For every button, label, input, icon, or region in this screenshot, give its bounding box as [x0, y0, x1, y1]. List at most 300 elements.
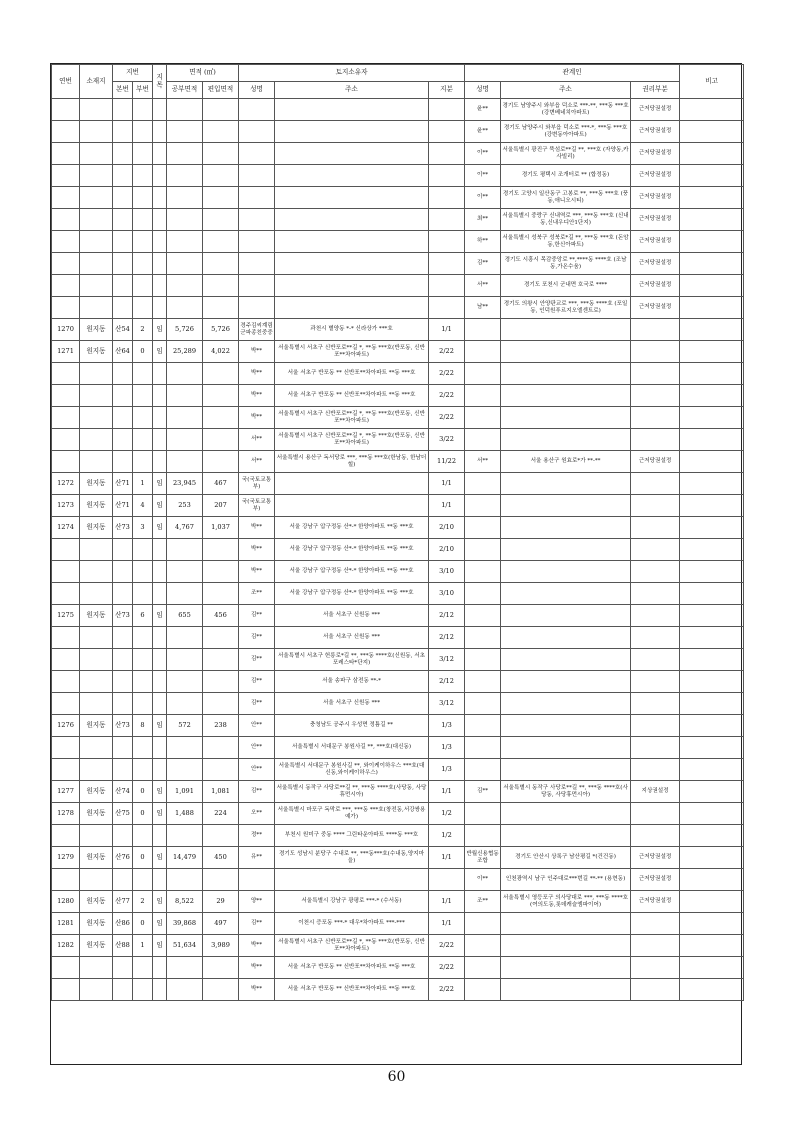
row-relation-address [501, 957, 631, 979]
row-bonbun [113, 627, 133, 649]
row-no [52, 363, 80, 385]
row-owner-name: 박** [239, 341, 275, 363]
header-area-use: 편입면적 [203, 82, 239, 99]
row-relation-address: 경기도 안산시 상록구 남산평길 *(건건동) [501, 847, 631, 869]
row-owner-name: 김** [239, 649, 275, 671]
row-owner-name: 박** [239, 979, 275, 1001]
row-bubun [133, 825, 153, 847]
table-row [52, 341, 744, 363]
row-area-use [203, 253, 239, 275]
row-relation-right [631, 605, 680, 627]
row-area-use [203, 209, 239, 231]
table-row [52, 275, 744, 297]
row-relation-address [501, 319, 631, 341]
row-jimok [153, 693, 167, 715]
row-location [80, 297, 113, 319]
row-relation-address [501, 649, 631, 671]
row-relation-address: 경기도 남양주시 와부읍 덕소로 ***-**, ***동 ***호 (강변베네치아파트) [501, 99, 631, 121]
row-bonbun [113, 165, 133, 187]
row-owner-name [239, 297, 275, 319]
row-share [429, 165, 465, 187]
row-note [680, 385, 744, 407]
row-relation-right: 지상권설정 [631, 781, 680, 803]
row-owner-name: 김** [239, 671, 275, 693]
table-row [52, 935, 744, 957]
header-owner-name: 성명 [239, 82, 275, 99]
row-area-public [167, 385, 203, 407]
row-share: 2/22 [429, 957, 465, 979]
row-bubun [133, 253, 153, 275]
row-bubun: 6 [133, 605, 153, 627]
row-owner-address: 서울특별시 서초구 신반포로**길 *, **동 ***호(반포동, 신반포**차아파트) [275, 407, 429, 429]
row-bubun [133, 671, 153, 693]
row-jimok [153, 143, 167, 165]
row-relation-right [631, 935, 680, 957]
row-jimok [153, 407, 167, 429]
row-note [680, 209, 744, 231]
row-owner-address: 서울 강남구 압구정동 산*-* 한양아파트 **동 ***호 [275, 517, 429, 539]
row-area-public: 25,289 [167, 341, 203, 363]
table-row [52, 253, 744, 275]
row-location: 원지동 [80, 913, 113, 935]
row-area-use: 4,022 [203, 341, 239, 363]
row-relation-name [465, 671, 501, 693]
row-location [80, 979, 113, 1001]
row-bubun [133, 737, 153, 759]
row-relation-name [465, 737, 501, 759]
row-share: 1/3 [429, 737, 465, 759]
row-location [80, 627, 113, 649]
row-owner-address: 서울특별시 동작구 사당로**길 **, ***동 ****호(사당동, 사당휴먼시아) [275, 781, 429, 803]
row-note [680, 825, 744, 847]
row-note [680, 495, 744, 517]
row-bonbun: 산73 [113, 715, 133, 737]
row-jimok [153, 451, 167, 473]
row-owner-name: 박** [239, 561, 275, 583]
row-note [680, 561, 744, 583]
row-relation-name [465, 759, 501, 781]
land-register-table-frame [50, 63, 742, 1065]
row-owner-name: 국(국토교통부) [239, 495, 275, 517]
table-row [52, 187, 744, 209]
row-area-public [167, 253, 203, 275]
row-bonbun: 산54 [113, 319, 133, 341]
row-owner-address: 서울특별시 서대문구 봉원사길 **, ***호(대신동) [275, 737, 429, 759]
row-no: 1276 [52, 715, 80, 737]
row-share [429, 275, 465, 297]
row-location: 원지동 [80, 605, 113, 627]
row-share [429, 297, 465, 319]
row-area-use [203, 297, 239, 319]
row-location [80, 737, 113, 759]
row-location [80, 539, 113, 561]
row-relation-address [501, 341, 631, 363]
row-bonbun [113, 253, 133, 275]
row-relation-name: 조** [465, 891, 501, 913]
row-owner-name: 유** [239, 847, 275, 869]
row-note [680, 715, 744, 737]
row-owner-address: 서울 서초구 반포동 ** 신반포**차아파트 **동 ***호 [275, 979, 429, 1001]
row-relation-name [465, 693, 501, 715]
row-jimok [153, 121, 167, 143]
row-relation-right [631, 737, 680, 759]
row-share: 1/1 [429, 891, 465, 913]
row-owner-address [275, 869, 429, 891]
row-area-public [167, 187, 203, 209]
row-area-public: 14,479 [167, 847, 203, 869]
row-area-use [203, 363, 239, 385]
row-no [52, 407, 80, 429]
row-owner-address: 과천시 별양동 *-* 신라상가 ***호 [275, 319, 429, 341]
row-jimok: 임 [153, 605, 167, 627]
row-relation-name: 반월신용협동조합 [465, 847, 501, 869]
row-note [680, 275, 744, 297]
row-jimok: 임 [153, 913, 167, 935]
row-relation-address: 경기도 평택시 조개터로 ** (합정동) [501, 165, 631, 187]
row-location: 원지동 [80, 781, 113, 803]
row-bonbun: 산86 [113, 913, 133, 935]
row-owner-address: 서울특별시 서초구 신반포로**길 *, **동 ***호(반포동, 신반포**차아파트) [275, 341, 429, 363]
row-owner-address: 서울 서초구 반포동 ** 신반포**차아파트 **동 ***호 [275, 385, 429, 407]
table-row [52, 451, 744, 473]
row-bonbun [113, 363, 133, 385]
row-relation-name [465, 341, 501, 363]
row-area-public: 253 [167, 495, 203, 517]
row-location: 원지동 [80, 319, 113, 341]
table-row [52, 737, 744, 759]
header-location: 소재지 [80, 65, 113, 99]
row-relation-right: 근저당권설정 [631, 869, 680, 891]
row-bonbun [113, 385, 133, 407]
row-owner-address [275, 253, 429, 275]
table-header [52, 65, 744, 99]
row-relation-right [631, 495, 680, 517]
row-area-public [167, 363, 203, 385]
row-no [52, 297, 80, 319]
row-area-use [203, 561, 239, 583]
row-share: 1/2 [429, 803, 465, 825]
row-bubun [133, 693, 153, 715]
row-owner-address: 이천시 증포동 ***-* 대우*차아파트 ***-*** [275, 913, 429, 935]
row-bonbun [113, 121, 133, 143]
row-bubun [133, 957, 153, 979]
table-row [52, 803, 744, 825]
row-bubun: 2 [133, 319, 153, 341]
row-jimok [153, 825, 167, 847]
row-relation-address [501, 627, 631, 649]
table-row [52, 891, 744, 913]
row-jimok [153, 627, 167, 649]
row-relation-right [631, 319, 680, 341]
row-relation-address: 서울특별시 중랑구 신내역로 ***, ***동 ***호 (신내동,신내우디안1단지) [501, 209, 631, 231]
row-owner-address [275, 187, 429, 209]
row-area-public [167, 121, 203, 143]
row-note [680, 121, 744, 143]
row-owner-name: 김** [239, 605, 275, 627]
row-relation-right: 근저당권설정 [631, 187, 680, 209]
header-area-public: 공부면적 [167, 82, 203, 99]
row-owner-name: 안** [239, 737, 275, 759]
row-area-public: 4,767 [167, 517, 203, 539]
row-note [680, 671, 744, 693]
table-row [52, 979, 744, 1001]
row-note [680, 737, 744, 759]
row-bonbun: 산74 [113, 781, 133, 803]
row-bonbun: 산71 [113, 495, 133, 517]
row-jimok [153, 165, 167, 187]
row-relation-right: 근저당권설정 [631, 275, 680, 297]
row-share: 2/10 [429, 517, 465, 539]
row-jimok [153, 275, 167, 297]
row-area-public [167, 539, 203, 561]
table-row [52, 121, 744, 143]
row-area-use [203, 583, 239, 605]
row-owner-name: 서** [239, 429, 275, 451]
row-jimok [153, 561, 167, 583]
row-area-public: 39,868 [167, 913, 203, 935]
row-location [80, 209, 113, 231]
row-bubun [133, 121, 153, 143]
row-relation-name [465, 495, 501, 517]
row-share: 1/1 [429, 319, 465, 341]
row-note [680, 869, 744, 891]
row-owner-address: 서울특별시 강남구 광평로 ***-* (수서동) [275, 891, 429, 913]
row-area-public [167, 693, 203, 715]
row-jimok [153, 429, 167, 451]
row-area-public [167, 297, 203, 319]
row-relation-name [465, 627, 501, 649]
row-share: 1/1 [429, 495, 465, 517]
row-note [680, 935, 744, 957]
row-relation-name: 남** [465, 297, 501, 319]
row-bubun [133, 539, 153, 561]
table-row [52, 671, 744, 693]
table-row [52, 407, 744, 429]
row-owner-address [275, 297, 429, 319]
row-bubun [133, 649, 153, 671]
row-area-public: 23,945 [167, 473, 203, 495]
row-relation-address [501, 693, 631, 715]
table-row [52, 869, 744, 891]
row-bubun: 8 [133, 715, 153, 737]
row-location [80, 869, 113, 891]
row-no: 1271 [52, 341, 80, 363]
table-row [52, 319, 744, 341]
row-owner-name: 정** [239, 825, 275, 847]
row-share: 1/1 [429, 913, 465, 935]
row-no [52, 429, 80, 451]
row-relation-right [631, 979, 680, 1001]
row-note [680, 143, 744, 165]
row-owner-address: 서울 서초구 신원동 *** [275, 627, 429, 649]
row-bubun: 4 [133, 495, 153, 517]
row-owner-name [239, 165, 275, 187]
row-owner-name: 국(국토교통부) [239, 473, 275, 495]
table-row [52, 913, 744, 935]
row-note [680, 297, 744, 319]
row-relation-right [631, 385, 680, 407]
header-relation-group: 관계인 [465, 65, 680, 82]
row-owner-name [239, 187, 275, 209]
row-jimok: 임 [153, 715, 167, 737]
header-no: 연번 [52, 65, 80, 99]
row-relation-name [465, 957, 501, 979]
row-owner-name [239, 253, 275, 275]
row-share [429, 143, 465, 165]
row-location: 원지동 [80, 495, 113, 517]
row-area-public [167, 583, 203, 605]
row-owner-address: 서울특별시 서초구 신반포로**길 *, **동 ***호(반포동, 신반포**차아파트) [275, 429, 429, 451]
row-area-use [203, 693, 239, 715]
row-bubun: 0 [133, 341, 153, 363]
row-relation-address: 인천광역시 남구 인주대로***번길 **-** (용현동) [501, 869, 631, 891]
row-no [52, 979, 80, 1001]
row-bubun [133, 429, 153, 451]
row-jimok: 임 [153, 781, 167, 803]
row-relation-address: 경기도 남양주시 와부읍 덕소로 ***-*, ***동 ***호 (강변동아아파트) [501, 121, 631, 143]
row-note [680, 979, 744, 1001]
row-jimok: 임 [153, 319, 167, 341]
row-area-public [167, 231, 203, 253]
row-no: 1277 [52, 781, 80, 803]
row-bubun [133, 231, 153, 253]
row-jimok [153, 737, 167, 759]
row-note [680, 803, 744, 825]
row-relation-name: 최** [465, 209, 501, 231]
row-no [52, 187, 80, 209]
row-area-public [167, 561, 203, 583]
row-no [52, 759, 80, 781]
row-share: 2/22 [429, 363, 465, 385]
row-location: 원지동 [80, 935, 113, 957]
row-area-use [203, 429, 239, 451]
row-owner-address [275, 275, 429, 297]
row-share [429, 121, 465, 143]
row-bubun [133, 407, 153, 429]
row-relation-address [501, 407, 631, 429]
row-note [680, 605, 744, 627]
row-no: 1272 [52, 473, 80, 495]
row-bonbun [113, 737, 133, 759]
row-bonbun: 산73 [113, 517, 133, 539]
row-owner-address: 서울 강남구 압구정동 산*-* 한양아파트 **동 ***호 [275, 539, 429, 561]
row-area-use: 29 [203, 891, 239, 913]
row-relation-right [631, 715, 680, 737]
row-area-public [167, 979, 203, 1001]
row-share: 3/10 [429, 583, 465, 605]
row-relation-right [631, 407, 680, 429]
row-relation-right: 근저당권설정 [631, 891, 680, 913]
row-bonbun [113, 99, 133, 121]
table-row [52, 715, 744, 737]
row-jimok: 임 [153, 847, 167, 869]
row-owner-address [275, 209, 429, 231]
row-location [80, 759, 113, 781]
row-share: 3/12 [429, 693, 465, 715]
row-no [52, 957, 80, 979]
row-jimok [153, 209, 167, 231]
row-location: 원지동 [80, 473, 113, 495]
row-note [680, 407, 744, 429]
row-no [52, 451, 80, 473]
row-no: 1274 [52, 517, 80, 539]
row-bonbun [113, 407, 133, 429]
row-relation-right: 근저당권설정 [631, 297, 680, 319]
row-relation-address [501, 561, 631, 583]
row-relation-address [501, 715, 631, 737]
row-jimok [153, 957, 167, 979]
row-owner-address: 경기도 성남시 분당구 수내로 **, ***동***호(수내동,양지마을) [275, 847, 429, 869]
header-note: 비고 [680, 65, 744, 99]
row-jimok [153, 649, 167, 671]
row-no [52, 737, 80, 759]
row-relation-right: 근저당권설정 [631, 231, 680, 253]
row-area-use [203, 979, 239, 1001]
row-area-public [167, 209, 203, 231]
row-bonbun [113, 209, 133, 231]
row-relation-address [501, 737, 631, 759]
row-jimok [153, 231, 167, 253]
row-bubun: 1 [133, 935, 153, 957]
row-owner-name: 서** [239, 451, 275, 473]
row-owner-name [239, 143, 275, 165]
row-relation-right [631, 825, 680, 847]
row-owner-name: 경주김씨계림군파종친중중 [239, 319, 275, 341]
row-bonbun [113, 825, 133, 847]
row-relation-name [465, 539, 501, 561]
row-area-use [203, 539, 239, 561]
table-body [52, 99, 744, 1001]
row-relation-name: 서** [465, 275, 501, 297]
row-owner-name [239, 121, 275, 143]
row-relation-right: 근저당권설정 [631, 209, 680, 231]
row-relation-name: 이** [465, 165, 501, 187]
row-share: 2/22 [429, 341, 465, 363]
row-no [52, 165, 80, 187]
row-no [52, 627, 80, 649]
row-owner-name: 조** [239, 583, 275, 605]
row-bonbun [113, 649, 133, 671]
row-owner-address [275, 165, 429, 187]
row-share: 2/22 [429, 407, 465, 429]
row-relation-right [631, 341, 680, 363]
row-bubun [133, 187, 153, 209]
row-area-public [167, 143, 203, 165]
row-bubun [133, 297, 153, 319]
row-bonbun: 산75 [113, 803, 133, 825]
row-no [52, 275, 80, 297]
row-owner-name [239, 869, 275, 891]
row-no [52, 869, 80, 891]
row-relation-name [465, 517, 501, 539]
row-note [680, 517, 744, 539]
row-area-use: 467 [203, 473, 239, 495]
row-bonbun: 산64 [113, 341, 133, 363]
row-area-use [203, 869, 239, 891]
row-relation-address [501, 803, 631, 825]
land-register-table [51, 64, 744, 1001]
row-owner-address [275, 121, 429, 143]
row-owner-name: 안** [239, 715, 275, 737]
header-jimok: 지목 [153, 65, 167, 99]
row-area-use: 238 [203, 715, 239, 737]
row-relation-address: 경기도 고양시 일산동구 고봉로 **, ***동 ***호 (풍동,애니오시티) [501, 187, 631, 209]
row-location: 원지동 [80, 891, 113, 913]
row-share: 2/22 [429, 935, 465, 957]
row-bubun [133, 385, 153, 407]
row-relation-name [465, 913, 501, 935]
row-owner-address: 서울 강남구 압구정동 산*-* 한양아파트 **동 ***호 [275, 583, 429, 605]
